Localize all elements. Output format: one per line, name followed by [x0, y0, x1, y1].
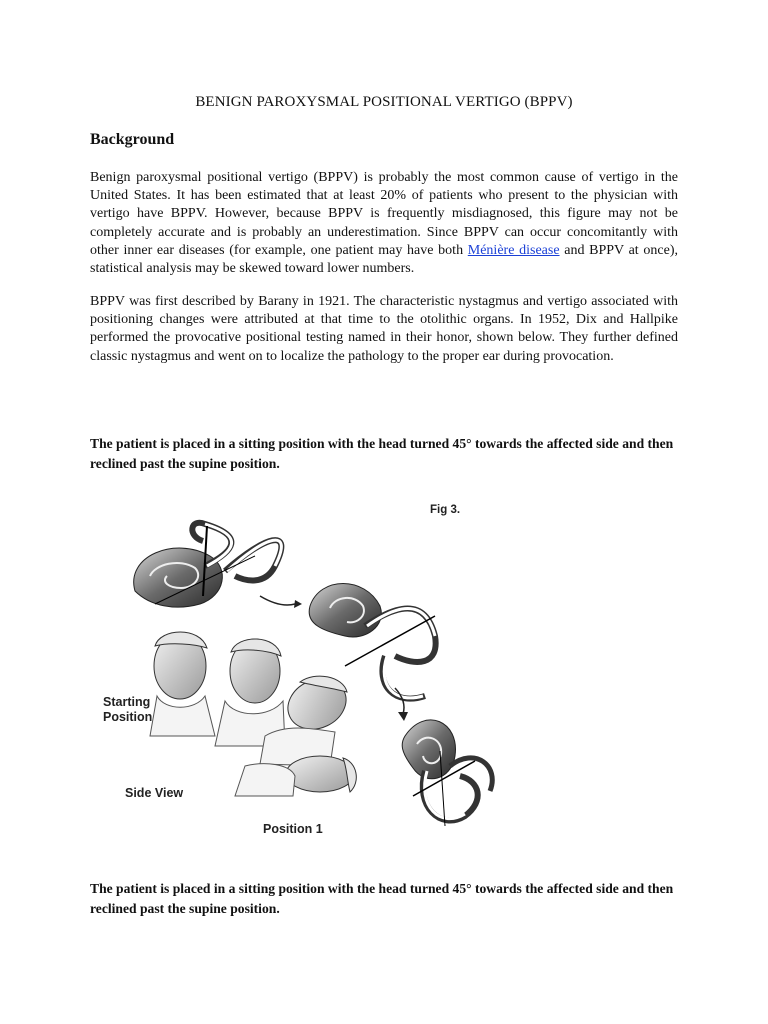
arrow-head-icon: [294, 600, 302, 608]
paragraph-1: [90, 169, 678, 278]
curved-arrow-icon: [395, 688, 404, 714]
position-1-label: Position 1: [263, 822, 323, 836]
starting-position-label: Starting Position: [103, 695, 153, 724]
dix-hallpike-figure: [95, 496, 515, 846]
bold-caption-1: The patient is placed in a sitting position with the head turned 45° towards the affected side and then reclined past the supine position.: [90, 436, 674, 471]
inner-ear-bottom: [402, 720, 492, 826]
inner-ear-top: [134, 523, 282, 607]
document-title: BENIGN PAROXYSMAL POSITIONAL VERTIGO (BPPV): [195, 94, 573, 110]
meniere-disease-link[interactable]: Ménière disease: [467, 242, 560, 258]
paragraph-1-text-a: Benign paroxysmal positional vertigo (BPPV) is probably the most common cause of vertigo in the United States. It has been estimated that at least 20% of patients who present to the physician with vertigo have BPPV. However, because BPPV is frequently misdiagnosed, this figure may not be completely accurate and is probably an underestimation. Since BPPV can occur concomitantly with other inner ear diseases (for example, one patient may have both: [90, 170, 678, 258]
paragraph-2: BPPV was first described by Barany in 1921. The characteristic nystagmus and vertigo associated with positioning changes were attributed at that time to the otolithic organs. In 1952, Dix and Hallpike performed the provocative positional testing named in their honor, shown below. They further defined classic nystagmus and went on to localize the pathology to the proper ear during provocation.: [90, 294, 678, 364]
head-supine: [235, 756, 356, 796]
arrow-head-icon: [398, 712, 408, 721]
figure-number-label: Fig 3.: [430, 504, 461, 516]
paragraph-1-text-b: and BPPV at once), statistical analysis may be skewed toward lower numbers.: [90, 242, 678, 277]
curved-arrow-icon: [260, 596, 295, 605]
side-view-label: Side View: [125, 786, 184, 800]
background-heading: Background: [90, 131, 175, 148]
bold-caption-2: The patient is placed in a sitting position with the head turned 45° towards the affected side and then reclined past the supine position.: [90, 881, 674, 916]
head-turned: [215, 639, 285, 746]
